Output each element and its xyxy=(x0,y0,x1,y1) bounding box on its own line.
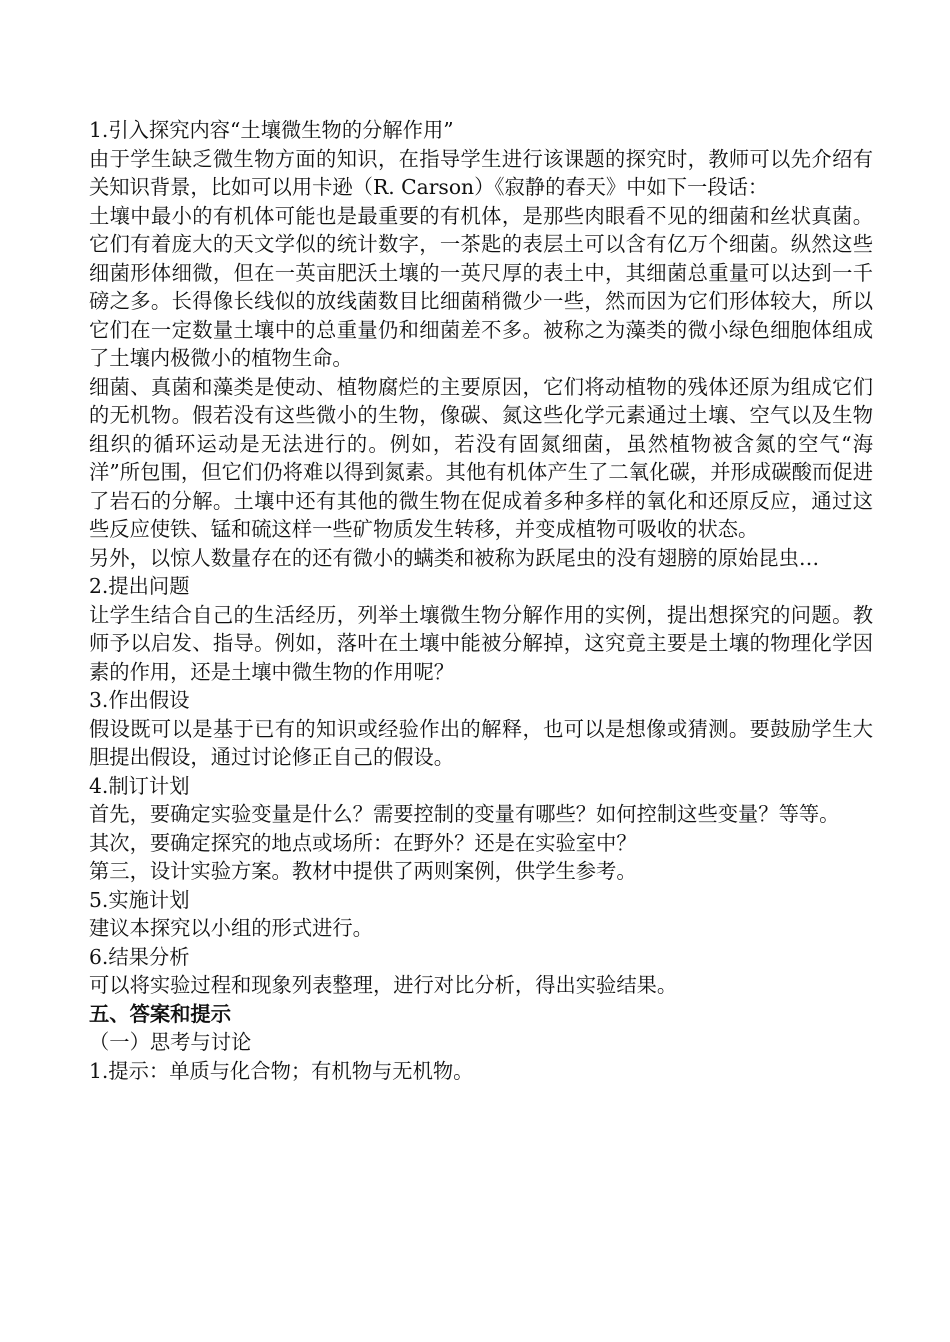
paragraph-quote-1: 土壤中最小的有机体可能也是最重要的有机体，是那些肉眼看不见的细菌和丝状真菌。它们有着庞大的天文学似的统计数字，一茶匙的表层土可以含有亿万个细菌。纵然这些细菌形体细微，但在一英亩肥沃土壤的一英尺厚的表土中，其细菌总重量可以达到一千磅之多。长得像长线似的放线菌数目比细菌稍微少一些，然而因为它们形体较大，所以它们在一定数量土壤中的总重量仍和细菌差不多。被称之为藻类的微小绿色细胞体组成了土壤内极微小的植物生命。 xyxy=(89,203,873,370)
paragraph-hypothesis: 假设既可以是基于已有的知识或经验作出的解释，也可以是想像或猜测。要鼓励学生大胆提出假设，通过讨论修正自己的假设。 xyxy=(89,716,873,769)
paragraph-plan-1: 首先，要确定实验变量是什么？需要控制的变量有哪些？如何控制这些变量？等等。 xyxy=(89,802,840,826)
paragraph-quote-3: 另外，以惊人数量存在的还有微小的螨类和被称为跃尾虫的没有翅膀的原始昆虫… xyxy=(89,545,820,570)
paragraph-plan-3: 第三，设计实验方案。教材中提供了两则案例，供学生参考。 xyxy=(89,859,637,883)
heading-1: 1.引入探究内容“土壤微生物的分解作用” xyxy=(89,118,454,142)
heading-5: 5.实施计划 xyxy=(89,887,190,912)
subsection-heading: （一）思考与讨论 xyxy=(89,1030,252,1054)
section-heading-answers: 五、答案和提示 xyxy=(89,1001,231,1026)
paragraph-implement: 建议本探究以小组的形式进行。 xyxy=(89,916,373,940)
paragraph-quote-2: 细菌、真菌和藻类是使动、植物腐烂的主要原因，它们将动植物的残体还原为组成它们的无机物。假若没有这些微小的生物，像碳、氮这些化学元素通过土壤、空气以及生物组织的循环运动是无法进行的。例如，若没有固氮细菌，虽然植物被含氮的空气“海洋”所包围，但它们仍将难以得到氮素。其他有机体产生了二氧化碳，并形成碳酸而促进了岩石的分解。土壤中还有其他的微生物在促成着多种多样的氧化和还原反应，通过这些反应使铁、锰和硫这样一些矿物质发生转移，并变成植物可吸收的状态。 xyxy=(89,374,873,541)
paragraph-intro: 由于学生缺乏微生物方面的知识，在指导学生进行该课题的探究时，教师可以先介绍有关知识背景，比如可以用卡逊（R. Carson）《寂静的春天》中如下一段话： xyxy=(89,146,873,199)
paragraph-question: 让学生结合自己的生活经历，列举土壤微生物分解作用的实例，提出想探究的问题。教师予以启发、指导。例如，落叶在土壤中能被分解掉，这究竟主要是土壤的物理化学因素的作用，还是土壤中微生物的作用呢？ xyxy=(89,602,873,684)
paragraph-analysis: 可以将实验过程和现象列表整理，进行对比分析，得出实验结果。 xyxy=(89,973,678,997)
answer-1: 1.提示：单质与化合物；有机物与无机物。 xyxy=(89,1058,474,1083)
heading-3: 3.作出假设 xyxy=(89,688,190,712)
heading-4: 4.制订计划 xyxy=(89,773,190,798)
document-body xyxy=(89,116,873,1085)
heading-2: 2.提出问题 xyxy=(89,574,190,598)
heading-6: 6.结果分析 xyxy=(89,944,190,969)
paragraph-plan-2: 其次，要确定探究的地点或场所：在野外？还是在实验室中？ xyxy=(89,830,637,855)
